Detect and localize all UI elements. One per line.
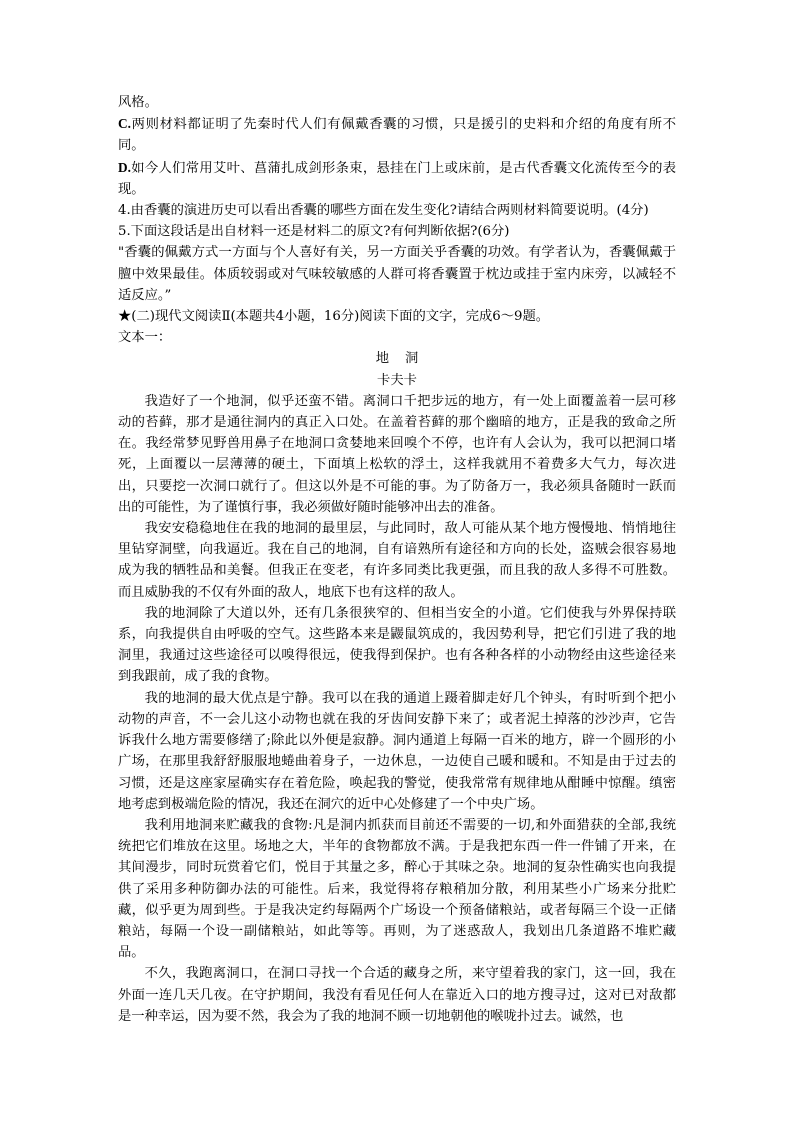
article-title: 地洞 (375, 351, 435, 367)
quoted-passage: "香囊的佩戴方式一方面与个人喜好有关，另一方面关乎香囊的功效。有学者认为，香囊佩戴于膻中效果最佳。体质较弱或对气味较敏感的人群可将香囊置于枕边或挂于室内床旁，以减轻不适反应。” (118, 245, 676, 303)
paragraph-1: 我造好了一个地洞，似乎还蛮不错。离洞口千把步远的地方，有一处上面覆盖着一层可移动的苔藓，那才是通往洞内的真正入口处。在盖着苔藓的那个幽暗的地方，正是我的致命之所在。我经常梦见野兽用鼻子在地洞口贪婪地来回嗅个不停，也许有人会认为，我可以把洞口堵死，上面覆以一层薄薄的硬土，下面填上松软的浮土，这样我就用不着费多大气力，每次进出，只要挖一次洞口就行了。但这以外是不可能的事。为了防备万一，我必须具备随时一跃而出的可能性，为了谨慎行事，我必须做好随时能够冲出去的准备。 (118, 393, 676, 515)
section-heading: ★(二)现代文阅读Ⅱ(本题共4小题，16分)阅读下面的文字，完成6～9题。 (118, 309, 550, 325)
option-label: C. (118, 116, 131, 132)
option-c (118, 113, 676, 156)
question-5: 5.下面这段话是出自材料一还是材料二的原文?有何判断依据?(6分) (118, 224, 510, 240)
paragraph-5: 我利用地洞来贮藏我的食物:凡是洞内抓获而目前还不需要的一切,和外面猎获的全部,我统统把它们堆放在这里。场地之大，半年的食物都放不满。于是我把东西一件一件铺了开来，在其间漫步，同时玩赏着它们，悦目于其量之多，醉心于其味之杂。地洞的复杂性确实也向我提供了采用多种防御办法的可能性。后来，我觉得将存粮稍加分散，利用某些小广场来分批贮藏，似乎更为周到些。于是我决定约每隔两个广场设一个预备储粮站，或者每隔三个设一正储粮站，每隔一个设一副储粮站，如此等等。再则，为了迷惑敌人，我划出几条道路不堆贮藏品。 (118, 817, 676, 961)
option-text: 两则材料都证明了先秦时代人们有佩戴香囊的习惯，只是援引的史料和介绍的角度有所不同。 (118, 117, 676, 154)
text-line: 风格。 (118, 95, 158, 110)
question-4: 4.由香囊的演进历史可以看出香囊的哪些方面在发生变化?请结合两则材料简要说明。(4分) (118, 203, 649, 219)
option-label: D. (118, 159, 131, 175)
text-label: 文本一： (118, 330, 172, 346)
option-d (118, 157, 676, 200)
paragraph-4: 我的地洞的最大优点是宁静。我可以在我的通道上蹑着脚走好几个钟头，有时听到个把小动物的声音，不一会儿这小动物也就在我的牙齿间安静下来了；或者泥土掉落的沙沙声，它告诉我什么地方需要修缮了;除此以外便是寂静。洞内通道上每隔一百米的地方，辟一个圆形的小广场，在那里我舒舒服服地蜷曲着身子，一边休息，一边使自己暖和暖和。不知是由于过去的习惯，还是这座家屋确实存在着危险，唤起我的警觉，使我常常有规律地从酣睡中惊醒。缜密地考虑到极端危险的情况，我还在洞穴的近中心处修建了一个中央广场。 (118, 690, 676, 812)
paragraph-6: 不久，我跑离洞口，在洞口寻找一个合适的藏身之所，来守望着我的家门，这一回，我在外面一连几天几夜。在守护期间，我没有看见任何人在靠近入口的地方搜寻过，这对已对敌都是一种幸运，因为要不然，我会为了我的地洞不顾一切地朝他的喉咙扑过去。诚然，也 (118, 966, 676, 1024)
paragraph-3: 我的地洞除了大道以外，还有几条很狭窄的、但相当安全的小道。它们使我与外界保持联系，向我提供自由呼吸的空气。这些路本来是鼹鼠筑成的，我因势利导，把它们引进了我的地洞里，我通过这些途径可以嗅得很远，使我得到保护。也有各种各样的小动物经由这些途径来到我跟前，成了我的食物。 (118, 605, 676, 685)
paragraph-2: 我安安稳稳地住在我的地洞的最里层，与此同时，敌人可能从某个地方慢慢地、悄悄地往里钻穿洞壁，向我逼近。我在自己的地洞，自有谙熟所有途径和方向的长处，盗贼会很容易地成为我的牺牲品和美餐。但我正在变老，有许多同类比我更强，而且我的敌人多得不可胜数。而且威胁我的不仅有外面的敌人，地底下也有这样的敌人。 (118, 521, 676, 600)
article-author: 卡夫卡 (377, 372, 417, 388)
option-text: 如今人们常用艾叶、菖蒲扎成剑形条束，悬挂在门上或床前，是古代香囊文化流传至今的表现。 (118, 160, 676, 197)
